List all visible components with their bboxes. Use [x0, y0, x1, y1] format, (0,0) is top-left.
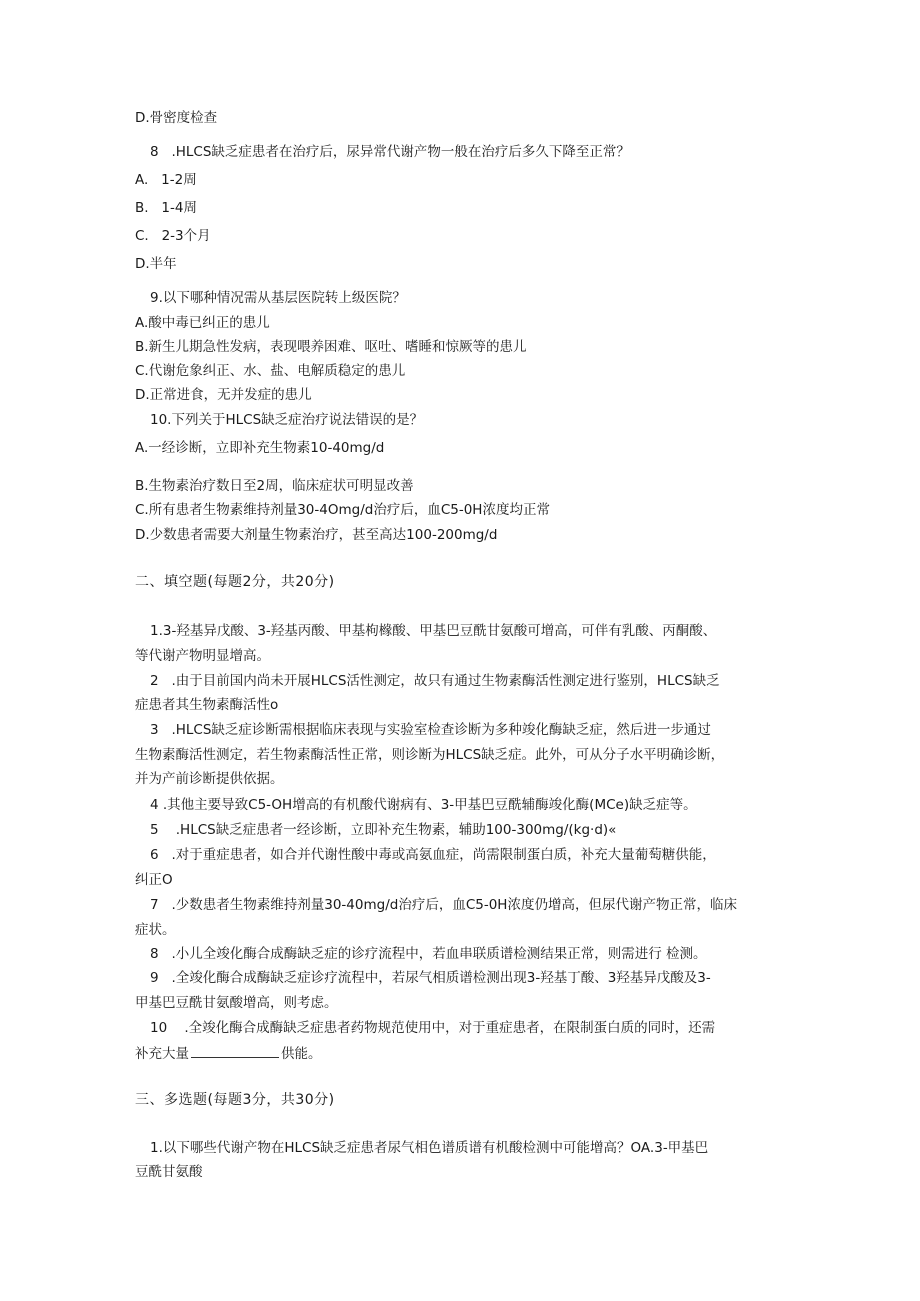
fill-q1-line1: 1.3-羟基异戊酸、3-羟基丙酸、甲基枸橼酸、甲基巴豆酰甘氨酸可增高，可伴有乳酸、丙酮酸、 — [150, 623, 717, 639]
mc-q9-option-a: A.酸中毒已纠正的患儿 — [135, 315, 270, 331]
fill-q10-line2 — [135, 1043, 322, 1064]
answer-blank — [191, 1043, 279, 1058]
mc-q8-question: 8 .HLCS缺乏症患者在治疗后，尿异常代谢产物一般在治疗后多久下降至正常？ — [150, 144, 630, 160]
fill-q3-line1: 3 .HLCS缺乏症诊断需根据临床表现与实验室检查诊断为多种竣化酶缺乏症，然后进一步通过 — [150, 722, 711, 738]
multi-q1-line1: 1.以下哪些代谢产物在HLCS缺乏症患者尿气相色谱质谱有机酸检测中可能增高？OA.3-甲基巴 — [150, 1140, 709, 1156]
fill-q10-suffix: 供能。 — [281, 1046, 322, 1062]
mc-q9-option-d: D.正常进食，无并发症的患儿 — [135, 387, 312, 403]
fill-q5: 5 .HLCS缺乏症患者一经诊断，立即补充生物素，辅助100-300mg/(kg·d)« — [150, 822, 617, 838]
fill-q2-line2: 症患者其生物素酶活性o — [135, 697, 279, 713]
mc-q8-option-a: A. 1-2周 — [135, 172, 197, 188]
fill-q6-line1: 6 .对于重症患者，如合并代谢性酸中毒或高氨血症，尚需限制蛋白质，补充大量葡萄糖供能， — [150, 847, 716, 863]
fill-q7-line2: 症状。 — [135, 922, 176, 938]
fill-q4: 4 .其他主要导致C5-OH增高的有机酸代谢病有、3-甲基巴豆酰辅酶竣化酶(MCe)缺乏症等。 — [150, 797, 697, 813]
mc-q10-option-c: C.所有患者生物素维持剂量30-4Omg/d治疗后，血C5-0H浓度均正常 — [135, 502, 550, 518]
fill-q7-line1: 7 .少数患者生物素维持剂量30-40mg∕d治疗后，血C5-0H浓度仍增高，但尿代谢产物正常，临床 — [150, 897, 737, 913]
fill-q9-line1: 9 .全竣化酶合成酶缺乏症诊疗流程中，若尿气相质谱检测出现3-羟基丁酸、3羟基异戊酸及3- — [150, 970, 711, 986]
fill-q6-line2: 纠正O — [135, 872, 173, 888]
mc-q10-option-d: D.少数患者需要大剂量生物素治疗，甚至高达100-200mg∕d — [135, 527, 498, 543]
mc-q8-option-d: D.半年 — [135, 256, 177, 272]
fill-q8: 8 .小儿全竣化酶合成酶缺乏症的诊疗流程中，若血串联质谱检测结果正常，则需进行 检测。 — [150, 946, 707, 962]
mc-q7-option-d: D.骨密度检查 — [135, 110, 218, 126]
mc-q8-option-c: C. 2-3个月 — [135, 228, 211, 244]
fill-q3-line3: 并为产前诊断提供依据。 — [135, 771, 284, 787]
fill-q10-prefix: 补充大量 — [135, 1046, 189, 1062]
mc-q9-question: 9.以下哪种情况需从基层医院转上级医院？ — [150, 290, 406, 306]
mc-q10-question: 10.下列关于HLCS缺乏症治疗说法错误的是？ — [150, 412, 424, 428]
fill-q2-line1: 2 .由于目前国内尚未开展HLCS活性测定，故只有通过生物素酶活性测定进行鉴别，HLCS缺乏 — [150, 673, 720, 689]
fill-section-heading: 二、填空题(每题2分，共20分) — [135, 574, 335, 590]
multi-section-heading: 三、多选题(每题3分，共30分) — [135, 1092, 335, 1108]
fill-q3-line2: 生物素酶活性测定，若生物素酶活性正常，则诊断为HLCS缺乏症。此外，可从分子水平明确诊断， — [135, 747, 725, 763]
multi-q1-line2: 豆酰甘氨酸 — [135, 1164, 203, 1180]
mc-q8-option-b: B. 1-4周 — [135, 200, 197, 216]
fill-q10-line1: 10 .全竣化酶合成酶缺乏症患者药物规范使用中，对于重症患者，在限制蛋白质的同时，还需 — [150, 1020, 716, 1036]
fill-q1-line2: 等代谢产物明显增高。 — [135, 648, 270, 664]
fill-q9-line2: 甲基巴豆酰甘氨酸增高，则考虑。 — [135, 995, 338, 1011]
mc-q9-option-b: B.新生儿期急性发病，表现喂养困难、呕吐、嗜睡和惊厥等的患儿 — [135, 339, 527, 355]
mc-q10-option-a: A.一经诊断，立即补充生物素10-40mg∕d — [135, 440, 385, 456]
mc-q9-option-c: C.代谢危象纠正、水、盐、电解质稳定的患儿 — [135, 363, 406, 379]
mc-q10-option-b: B.生物素治疗数日至2周，临床症状可明显改善 — [135, 478, 414, 494]
